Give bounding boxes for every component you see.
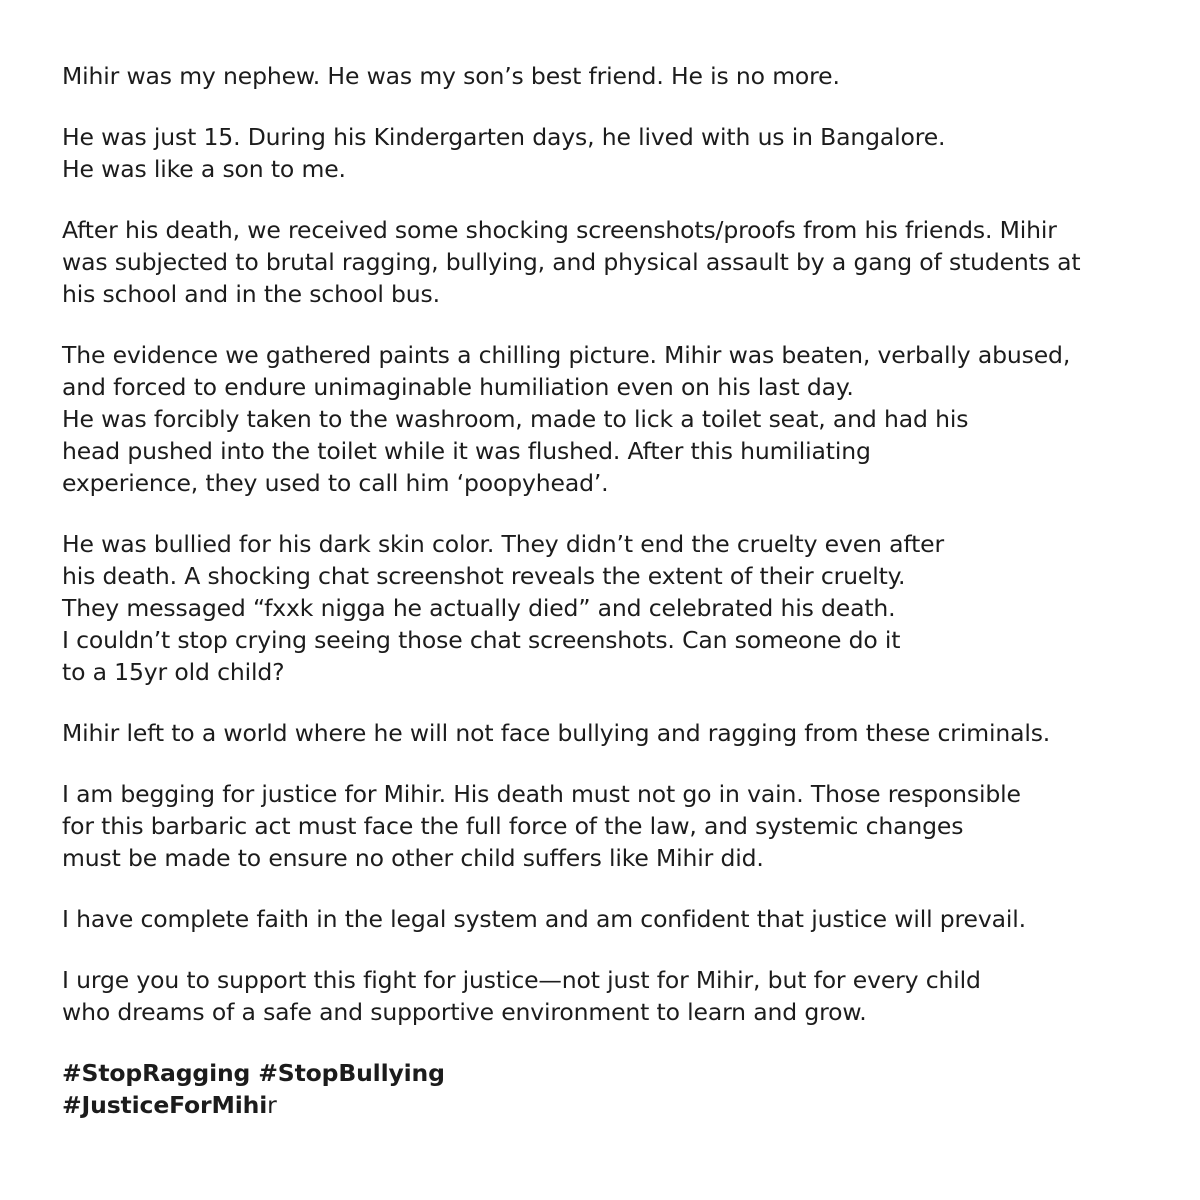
paragraph-world xyxy=(62,717,1172,749)
text-line: experience, they used to call him ‘poopyhead’. xyxy=(62,469,609,497)
text-line: his school and in the school bus. xyxy=(62,280,440,308)
paragraph-intro xyxy=(62,60,1172,92)
statement-document xyxy=(62,60,1172,1150)
paragraph-racism xyxy=(62,528,1172,688)
text-line: He was just 15. During his Kindergarten days, he lived with us in Bangalore. xyxy=(62,123,946,151)
paragraph-appeal xyxy=(62,964,1172,1028)
text-line: Mihir was my nephew. He was my son’s best friend. He is no more. xyxy=(62,62,840,90)
text-line: The evidence we gathered paints a chilling picture. Mihir was beaten, verbally abused, xyxy=(62,341,1071,369)
paragraph-justice-plea xyxy=(62,778,1172,874)
paragraph-faith xyxy=(62,903,1172,935)
text-line: He was like a son to me. xyxy=(62,155,346,183)
text-line: I couldn’t stop crying seeing those chat screenshots. Can someone do it xyxy=(62,626,901,654)
text-line: for this barbaric act must face the full force of the law, and systemic changes xyxy=(62,812,964,840)
paragraph-evidence xyxy=(62,339,1172,499)
text-line: and forced to endure unimaginable humiliation even on his last day. xyxy=(62,373,854,401)
hashtag-justice-bold: #JusticeForMihi xyxy=(62,1091,268,1119)
hashtags xyxy=(62,1057,1172,1121)
text-line: head pushed into the toilet while it was flushed. After this humiliating xyxy=(62,437,871,465)
text-line: I have complete faith in the legal system and am confident that justice will prevail. xyxy=(62,905,1026,933)
text-line: He was bullied for his dark skin color. They didn’t end the cruelty even after xyxy=(62,530,944,558)
hashtag-line-2 xyxy=(62,1089,1172,1121)
text-line: must be made to ensure no other child suffers like Mihir did. xyxy=(62,844,764,872)
text-line: to a 15yr old child? xyxy=(62,658,285,686)
text-line: I urge you to support this fight for justice—not just for Mihir, but for every child xyxy=(62,966,981,994)
text-line: He was forcibly taken to the washroom, made to lick a toilet seat, and had his xyxy=(62,405,969,433)
text-line: who dreams of a safe and supportive environment to learn and grow. xyxy=(62,998,867,1026)
text-line: Mihir left to a world where he will not face bullying and ragging from these criminals. xyxy=(62,719,1051,747)
text-line: his death. A shocking chat screenshot reveals the extent of their cruelty. xyxy=(62,562,906,590)
hashtag-justice-tail: r xyxy=(267,1091,277,1119)
hashtag-line-1: #StopRagging #StopBullying xyxy=(62,1059,445,1087)
text-line: was subjected to brutal ragging, bullying, and physical assault by a gang of students at xyxy=(62,248,1081,276)
paragraph-background xyxy=(62,121,1172,185)
text-line: They messaged “fxxk nigga he actually died” and celebrated his death. xyxy=(62,594,896,622)
text-line: After his death, we received some shocking screenshots/proofs from his friends. Mihir xyxy=(62,216,1057,244)
paragraph-screenshots xyxy=(62,214,1172,310)
text-line: I am begging for justice for Mihir. His death must not go in vain. Those responsible xyxy=(62,780,1021,808)
